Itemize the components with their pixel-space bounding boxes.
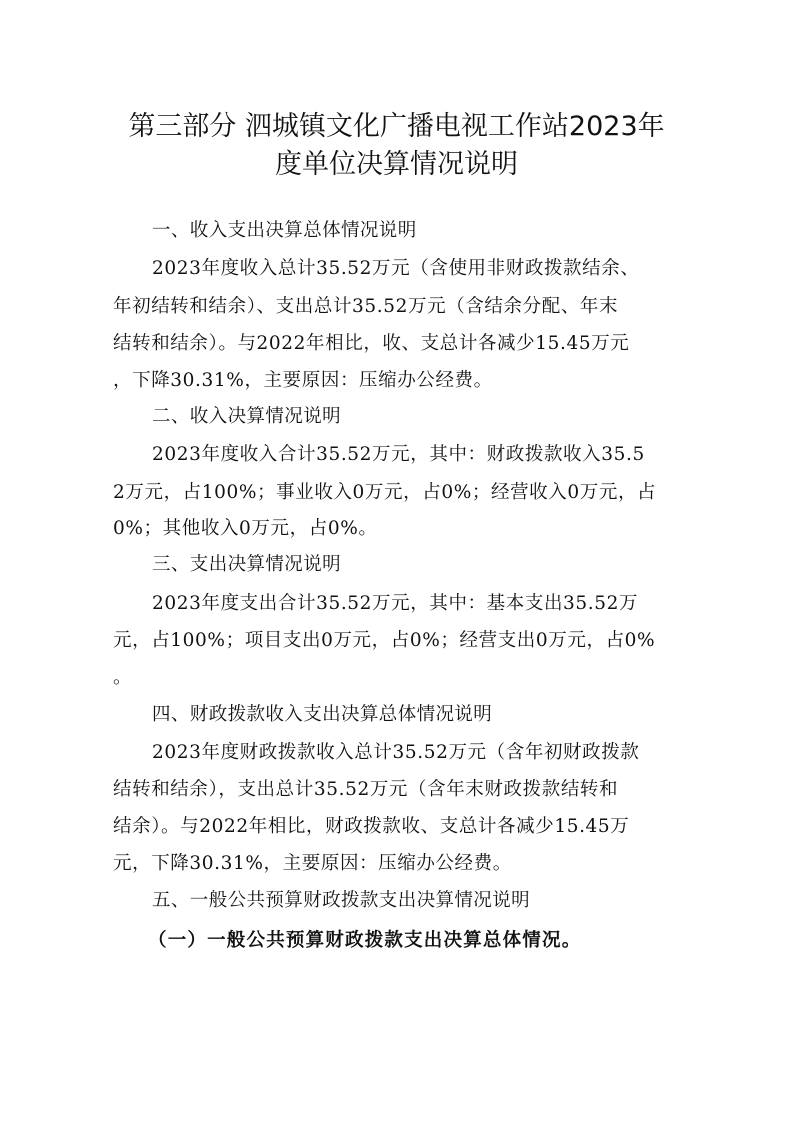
section-1-heading: 一、收入支出决算总体情况说明 [152,220,417,241]
section-1-paragraph-line: 年初结转和结余）、支出总计35.52万元（含结余分配、年末 [113,296,619,317]
section-3-heading: 三、支出决算情况说明 [152,554,342,575]
section-2-paragraph-line: 2023年度收入合计35.52万元，其中：财政拨款收入35.5 [152,444,645,465]
section-4-heading: 四、财政拨款收入支出决算总体情况说明 [152,704,493,725]
section-3-paragraph-line: 元，占100%；项目支出0万元，占0%；经营支出0万元，占0% [113,630,656,651]
section-2-heading: 二、收入决算情况说明 [152,406,342,427]
section-5-heading: 五、一般公共预算财政拨款支出决算情况说明 [152,890,531,911]
section-2-paragraph-line: 2万元，占100%；事业收入0万元，占0%；经营收入0万元，占 [113,482,657,503]
section-4-paragraph-line: 结转和结余），支出总计35.52万元（含年末财政拨款结转和 [113,779,619,800]
section-1-paragraph-line: ，下降30.31%，主要原因：压缩办公经费。 [113,370,493,391]
section-3-paragraph-line: 。 [113,667,133,688]
section-4-paragraph-line: 元，下降30.31%，主要原因：压缩办公经费。 [113,853,512,874]
section-2-paragraph-line: 0%；其他收入0万元，占0%。 [113,518,378,539]
section-4-paragraph-line: 结余）。与2022年相比，财政拨款收、支总计各减少15.45万 [113,816,630,837]
section-5-subheading: （一）一般公共预算财政拨款支出决算总体情况。 [148,930,582,951]
section-1-paragraph-line: 结转和结余）。与2022年相比，收、支总计各减少15.45万元 [113,333,630,354]
page-title-line-1: 第三部分 泗城镇文化广播电视工作站2023年 [128,111,665,142]
section-3-paragraph-line: 2023年度支出合计35.52万元，其中：基本支出35.52万 [152,593,639,614]
page-title-line-2: 度单位决算情况说明 [275,149,518,180]
section-4-paragraph-line: 2023年度财政拨款收入总计35.52万元（含年初财政拨款 [152,742,640,763]
section-1-paragraph-line: 2023年度收入总计35.52万元（含使用非财政拨款结余、 [152,258,640,279]
